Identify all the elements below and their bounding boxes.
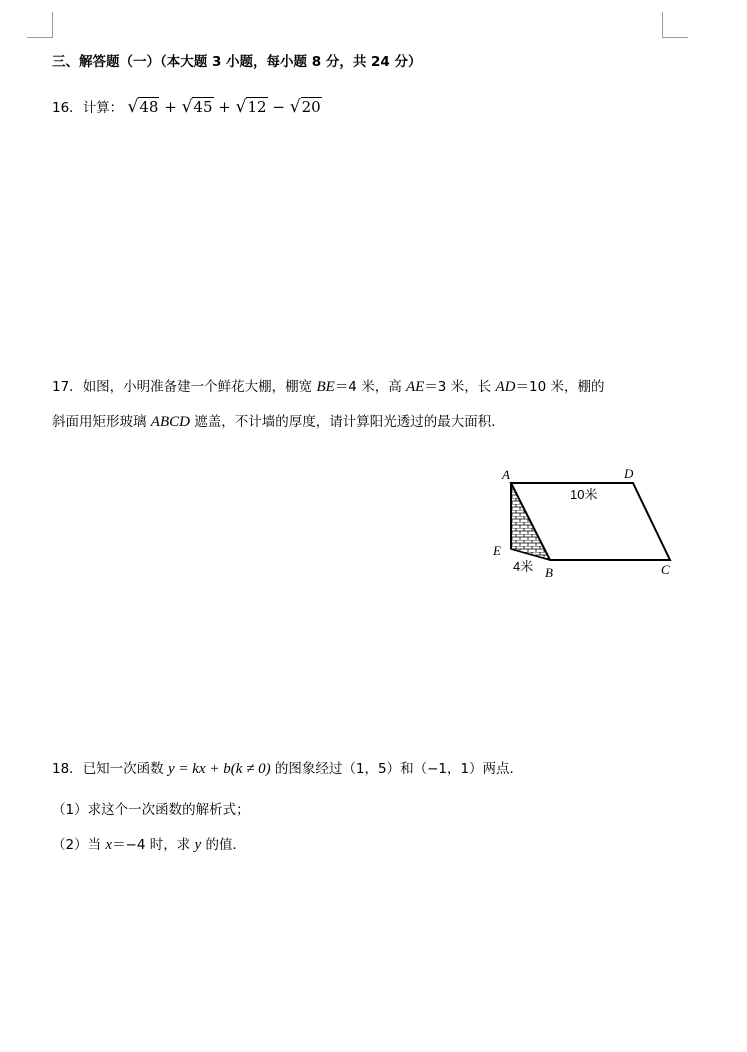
greenhouse-figure <box>488 462 683 584</box>
question-number: 16． <box>52 100 83 116</box>
expression <box>127 98 321 116</box>
variable: x <box>105 837 113 853</box>
question-17-line-2 <box>52 413 505 431</box>
question-number: 17． <box>52 379 83 395</box>
question-text: 的值． <box>201 837 247 853</box>
question-18 <box>52 760 523 778</box>
question-text: 的图象经过（1，5）和（−1，1）两点． <box>270 761 524 777</box>
label-A: A <box>502 467 510 482</box>
question-text: 斜面用矩形玻璃 <box>52 414 151 430</box>
variable: ABCD <box>150 414 190 430</box>
label-length-10m: 10米 <box>570 487 598 502</box>
question-text: ＝3 米，长 <box>424 379 496 395</box>
variable: BE <box>316 379 335 395</box>
variable: y <box>194 837 202 853</box>
question-text: 如图，小明准备建一个鲜花大棚，棚宽 <box>82 379 317 395</box>
sqrt-term: √20 <box>289 97 321 117</box>
operator: + <box>164 98 177 116</box>
operator: + <box>218 98 231 116</box>
label-D: D <box>624 466 634 481</box>
formula: y = kx + b(k ≠ 0) <box>167 761 271 777</box>
question-text: ＝−4 时，求 <box>112 837 195 853</box>
variable: AE <box>405 379 425 395</box>
question-18-part-1: （1）求这个一次函数的解析式； <box>52 802 250 818</box>
question-text: 已知一次函数 <box>82 761 168 777</box>
question-18-part-2 <box>52 836 246 854</box>
label-C: C <box>661 562 670 577</box>
label-B: B <box>545 565 553 580</box>
crop-mark-top-left <box>27 12 53 38</box>
variable: AD <box>495 379 516 395</box>
question-16 <box>52 98 322 117</box>
crop-mark-top-right <box>662 12 688 38</box>
operator: − <box>272 98 285 116</box>
label-width-4m: 4米 <box>513 559 534 574</box>
sqrt-term: √12 <box>235 97 267 117</box>
question-text: 遮盖，不计墙的厚度，请计算阳光透过的最大面积． <box>189 414 505 430</box>
sqrt-term: √48 <box>127 97 159 117</box>
section-title: 三、解答题（一）（本大题 3 小题，每小题 8 分，共 24 分） <box>52 54 422 70</box>
question-number: 18． <box>52 761 83 777</box>
sqrt-term: √45 <box>181 97 213 117</box>
question-text: （2）当 <box>52 837 106 853</box>
question-text: ＝4 米，高 <box>334 379 406 395</box>
question-prefix: 计算： <box>82 100 124 116</box>
question-17-line-1 <box>52 378 604 396</box>
question-text: ＝10 米，棚的 <box>515 379 605 395</box>
label-E: E <box>493 543 501 558</box>
